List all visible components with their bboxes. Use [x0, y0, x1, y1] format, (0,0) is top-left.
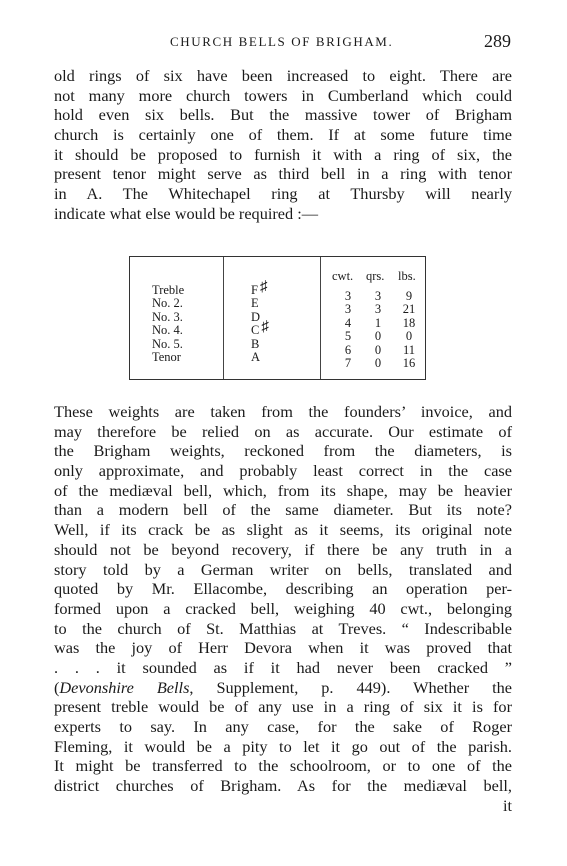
note-letter: D — [251, 309, 261, 324]
lbs-column — [395, 290, 423, 370]
text-line: (Devonshire Bells, Supplement, p. 449). Whether the — [54, 677, 512, 697]
qrs-header: qrs. — [366, 269, 385, 283]
text-line: Well, if its crack be as slight as it seems, its original note — [54, 520, 512, 540]
text-line: These weights are taken from the founders’ invoice, and — [54, 402, 512, 421]
note-letter: C — [251, 323, 260, 338]
text-line: present treble would be of any use in a ring of six it is for — [54, 697, 512, 717]
text-line: district churches of Brigham. As for the mediæval bell, — [54, 776, 512, 796]
sharp-sign: ♯ — [259, 279, 268, 295]
lbs-cell: 9 — [405, 289, 413, 303]
note-letter: E — [251, 296, 259, 311]
bell-note-cell — [251, 279, 269, 297]
text-line: formed upon a cracked bell, weighing 40 cwt., belonging — [54, 598, 512, 618]
cwt-cell: 7 — [344, 355, 352, 370]
text-line: in A. The Whitechapel ring at Thursby will nearly — [54, 184, 512, 204]
qrs-cell: 1 — [374, 315, 382, 330]
text-line: it — [502, 795, 512, 815]
text-line: of the mediæval bell, which, from its shape, may be heavier — [54, 480, 512, 500]
paragraph-1 — [54, 66, 512, 224]
bell-name-cell: Tenor — [152, 349, 181, 364]
bell-name-cell: Treble — [152, 283, 185, 297]
lbs-cell: 11 — [402, 342, 416, 357]
bell-name-cell: No. 5. — [152, 336, 183, 351]
text-line: than a modern bell of the same diameter. But its note? — [54, 500, 512, 520]
cwt-cell: 3 — [344, 289, 352, 303]
bell-note-cell — [251, 319, 269, 338]
note-letter: B — [251, 336, 260, 351]
text-line: hold even six bells. But the massive tower of Brigham — [54, 105, 512, 125]
text-line: should not be beyond recovery, if there be any truth in a — [54, 539, 512, 559]
cwt-column — [338, 290, 358, 370]
running-title: CHURCH BELLS OF BRIGHAM. — [170, 34, 394, 49]
qrs-cell: 3 — [374, 302, 382, 317]
lbs-cell: 0 — [405, 329, 413, 344]
bell-name-cell: No. 4. — [152, 323, 183, 338]
qrs-cell: 0 — [374, 355, 382, 370]
bell-note-column — [251, 279, 269, 364]
text-line: was the joy of Herr Devora when it was proved that — [54, 638, 512, 658]
note-letter: F — [251, 283, 258, 297]
sharp-sign: ♯ — [261, 319, 269, 336]
text-line: only approximate, and probably least correct in the case — [54, 461, 512, 481]
text-line: may therefore be relied on as accurate. Our estimate of — [54, 421, 512, 441]
text-line: Fleming, it would be a pity to let it go out of the parish. — [54, 736, 512, 756]
text-line: the Brigham weights, reckoned from the diameters, is — [54, 441, 512, 461]
bell-note-cell — [251, 297, 269, 310]
text-line: . . . it sounded as if it had never been cracked ” — [54, 657, 512, 677]
text-line: old rings of six have been increased to eight. There are — [54, 66, 512, 85]
text-line: It might be transferred to the schoolroom, or to one of the — [54, 756, 512, 776]
table-divider — [320, 257, 321, 379]
lbs-cell: 18 — [402, 315, 416, 330]
lbs-cell: 21 — [402, 302, 416, 317]
qrs-column — [366, 290, 390, 370]
text-line: experts to say. In any case, for the sake of Roger — [54, 717, 512, 736]
qrs-cell: 0 — [374, 342, 382, 357]
qrs-cell: 0 — [374, 329, 382, 344]
cwt-header: cwt. — [332, 269, 354, 283]
running-header — [0, 31, 567, 54]
lbs-header: lbs. — [398, 269, 416, 283]
text-line: to the church of St. Matthias at Treves. “ Indescribable — [54, 618, 512, 638]
lbs-cell: 16 — [402, 355, 416, 370]
page-number: 289 — [484, 31, 511, 51]
text-line: present tenor might serve as third bell in a ring with tenor — [54, 164, 512, 184]
cwt-cell: 3 — [344, 302, 352, 317]
qrs-cell: 3 — [374, 289, 382, 303]
note-letter: A — [251, 349, 261, 364]
cwt-cell: 4 — [344, 315, 352, 330]
text-line: church is certainly one of them. If at some future time — [54, 125, 512, 145]
text-line: quoted by Mr. Ellacombe, describing an operation per- — [54, 579, 512, 599]
text-line: indicate what else would be required :— — [54, 203, 319, 223]
bell-name-column — [152, 284, 184, 364]
cwt-cell: 5 — [344, 329, 352, 344]
book-title: Devonshire Bells — [59, 677, 190, 697]
bell-note-cell — [251, 338, 269, 351]
table-divider — [223, 257, 224, 379]
text-line: story told by a German writer on bells, translated and — [54, 559, 512, 579]
bell-name-cell: No. 3. — [152, 309, 183, 324]
bell-note-cell — [251, 351, 269, 364]
paragraph-2 — [54, 402, 512, 815]
text-line: not many more church towers in Cumberland which could — [54, 85, 512, 105]
text-line: it should be proposed to furnish it with a ring of six, the — [54, 144, 512, 164]
bell-name-cell: No. 2. — [152, 296, 183, 311]
cwt-cell: 6 — [344, 342, 352, 357]
bell-weights-table — [129, 256, 426, 380]
